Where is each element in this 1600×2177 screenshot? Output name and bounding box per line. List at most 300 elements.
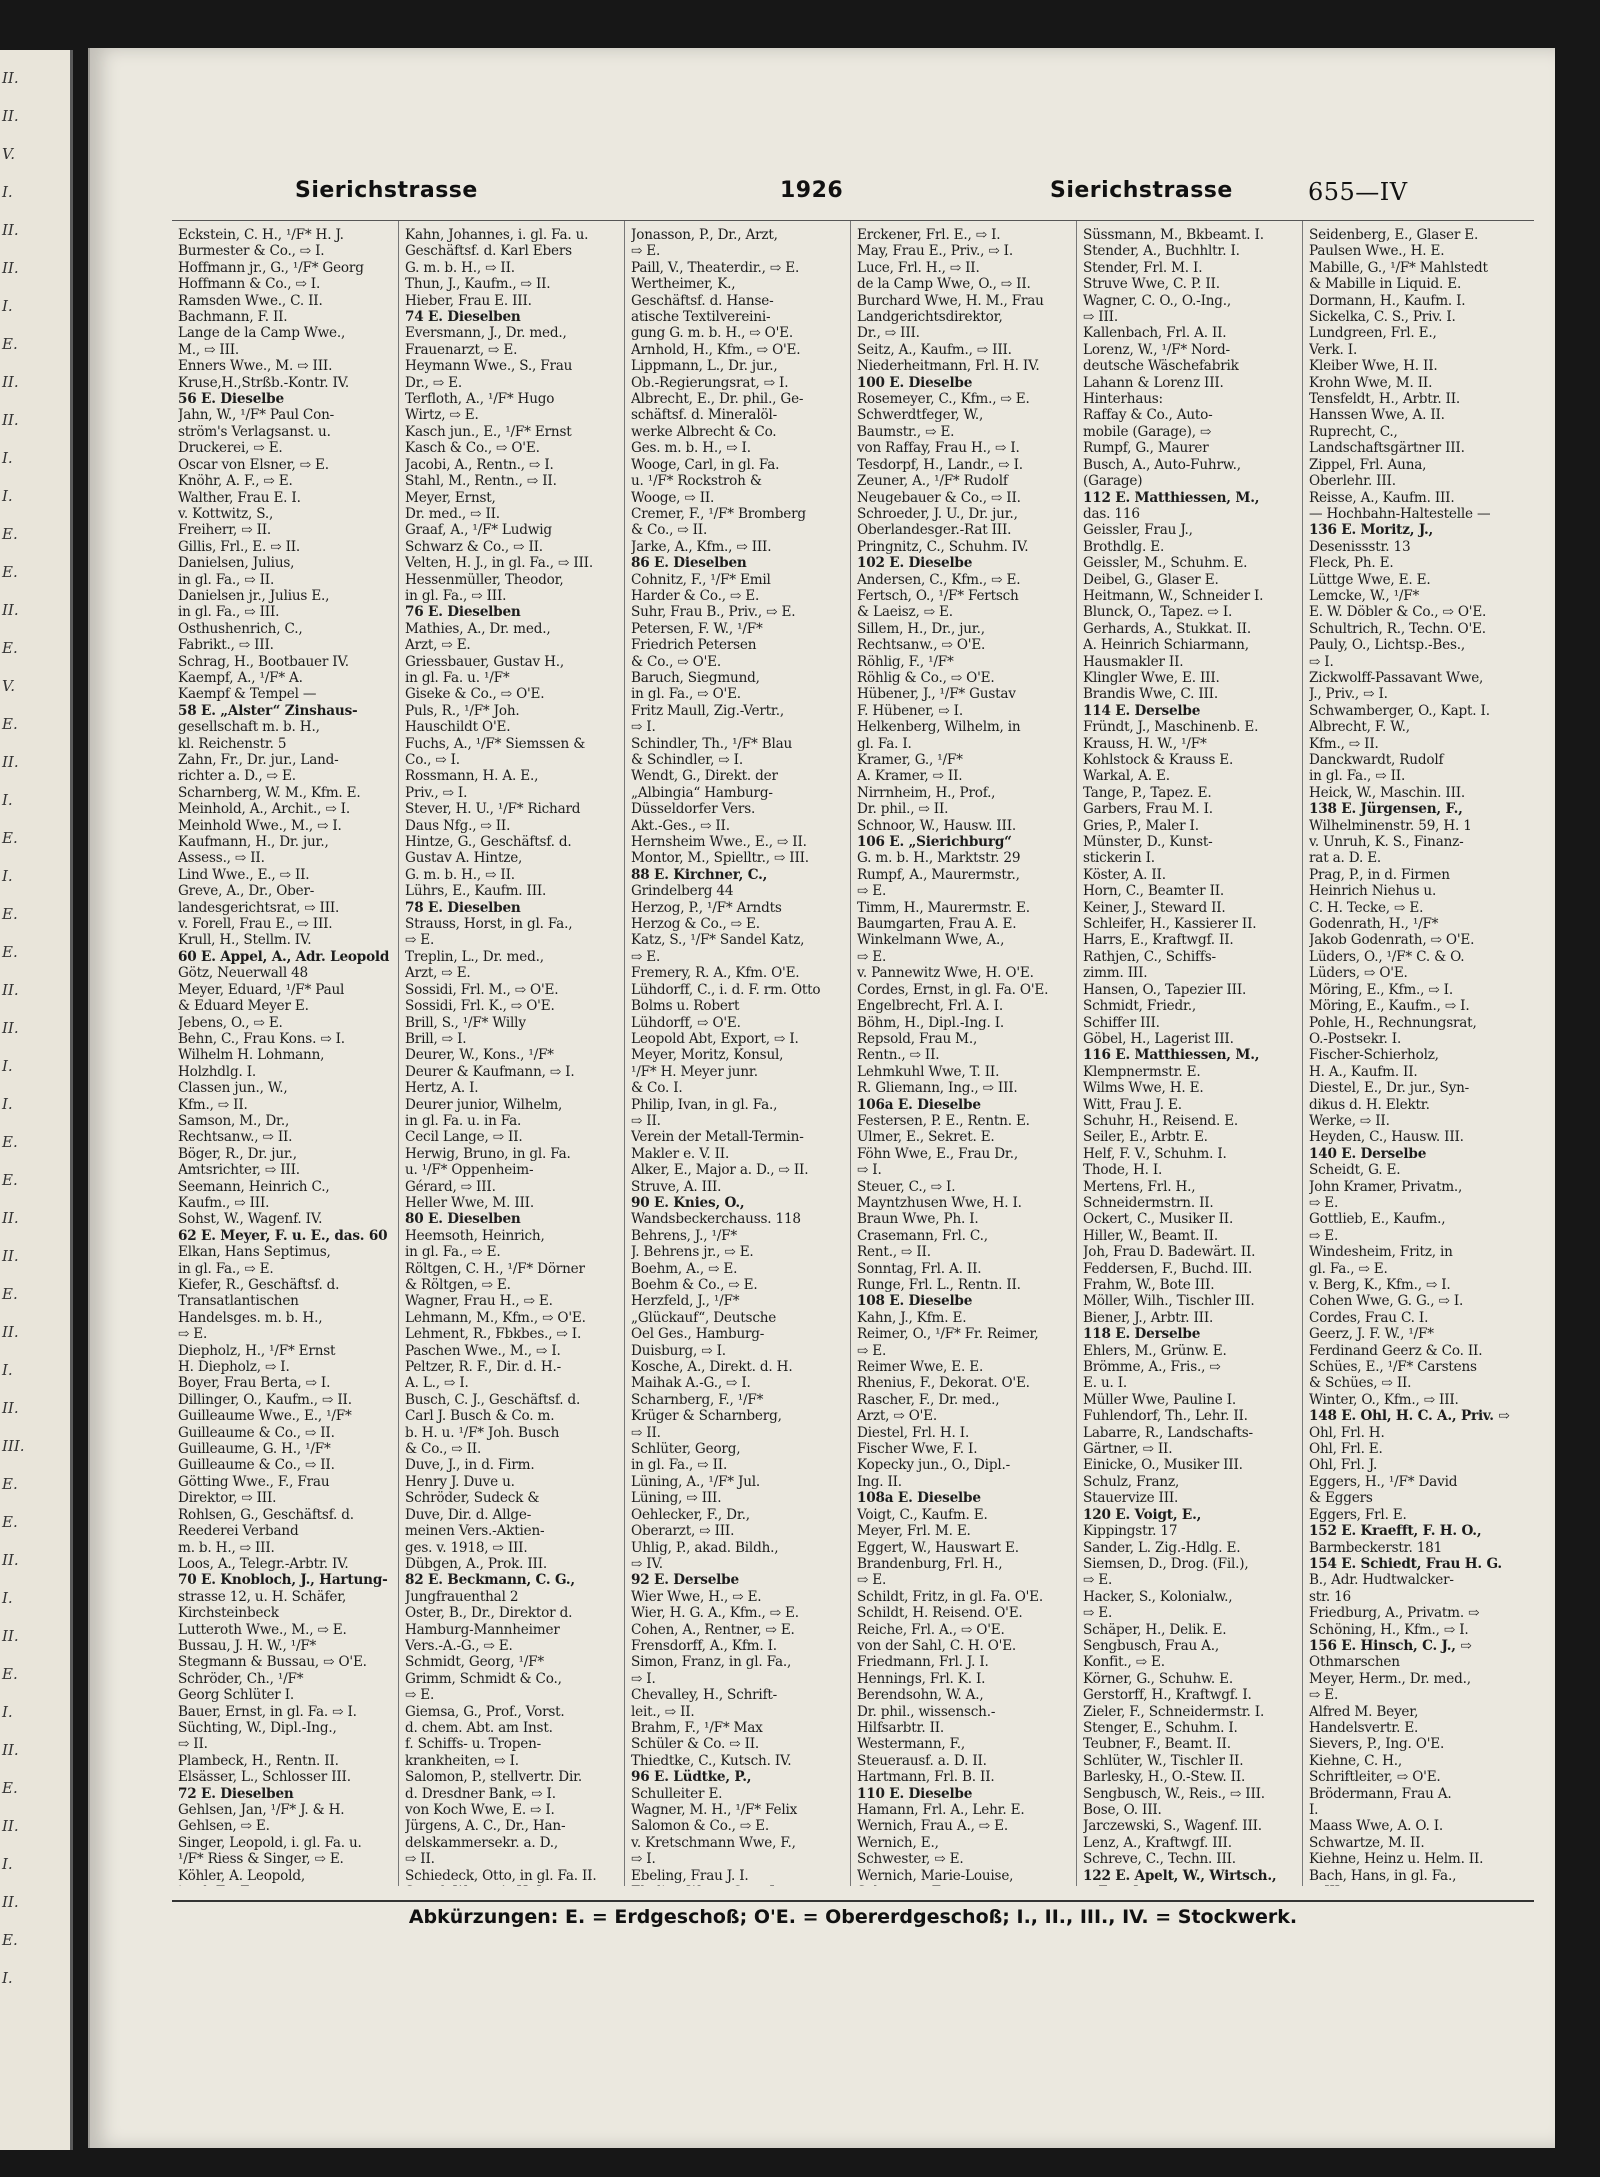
house-number-heading: 114 E. Derselbe xyxy=(1083,702,1201,719)
directory-entry: ⇨ E. xyxy=(178,1326,208,1343)
directory-entry: Frensdorff, A., Kfm. I. xyxy=(631,1637,777,1654)
directory-entry: Fabrikt., ⇨ III. xyxy=(178,637,274,654)
directory-entry: R. Gliemann, Ing., ⇨ III. xyxy=(857,1080,1018,1097)
directory-entry: B., Adr. Hudtwalcker- xyxy=(1309,1572,1454,1589)
house-number-heading: 82 E. Beckmann, C. G., xyxy=(405,1572,575,1589)
left-page-edge xyxy=(0,50,73,2150)
house-number-heading: 108 E. Dieselbe xyxy=(857,1293,973,1310)
directory-entry: Schmidt, Friedr., xyxy=(1083,998,1196,1015)
directory-entry: Meyer, Frl. M. E. xyxy=(857,1523,971,1540)
directory-entry: Jonasson, P., Dr., Arzt, xyxy=(631,227,778,243)
house-number-heading: 86 E. Dieselben xyxy=(631,555,747,572)
directory-entry: Greve, A., Dr., Ober- xyxy=(178,883,315,900)
directory-entry: von Koch Wwe, E. ⇨ I. xyxy=(405,1802,555,1818)
directory-entry: Lippmann, L., Dr. jur., xyxy=(631,358,778,375)
directory-entry: Ebeling, Frau J. I. xyxy=(631,1867,749,1884)
directory-entry: Hamann, Frl. A., Lehr. E. xyxy=(857,1802,1025,1818)
left-page-margin-letter: E. xyxy=(2,943,18,961)
directory-entry: Sonntag, Frl. A. II. xyxy=(857,1260,982,1277)
directory-column-3 xyxy=(624,221,850,1886)
directory-entry: Arzt, ⇨ E. xyxy=(405,637,471,654)
directory-entry: ⇨ E. xyxy=(857,1342,887,1359)
directory-entry: Salomon & Co., ⇨ E. xyxy=(631,1818,769,1835)
left-page-margin-letter: II. xyxy=(2,107,19,125)
directory-entry: Friedmann, Frl. J. I. xyxy=(857,1654,989,1671)
directory-entry: Wilhelminenstr. 59, H. 1 xyxy=(1309,817,1472,834)
directory-entry: Walther, Frau E. I. xyxy=(178,489,301,506)
left-page-margin-letter: V. xyxy=(2,145,15,163)
directory-entry: Danielsen jr., Julius E., xyxy=(178,587,330,604)
directory-entry: Burchard Wwe, H. M., Frau xyxy=(857,292,1044,309)
directory-entry: Dr., ⇨ E. xyxy=(405,374,463,391)
directory-page xyxy=(88,48,1555,2148)
house-number-heading: 78 E. Dieselben xyxy=(405,899,521,916)
directory-entry: Thun, J., Kaufm., ⇨ II. xyxy=(405,276,551,293)
left-page-margin-letter: E. xyxy=(2,335,18,353)
directory-entry: Scharnberg, F., ¹/F* xyxy=(631,1391,764,1408)
directory-entry: von der Sahl, C. H. O'E. xyxy=(857,1637,1017,1654)
directory-entry: Meyer, Herm., Dr. med., xyxy=(1309,1670,1471,1687)
directory-entry: Kramer, G., ¹/F* xyxy=(857,752,963,768)
directory-entry: Velten, H. J., in gl. Fa., ⇨ III. xyxy=(405,555,593,572)
directory-entry: Steuer, C., ⇨ I. xyxy=(857,1178,956,1195)
directory-entry: John Kramer, Privatm., xyxy=(1309,1178,1463,1195)
house-number-heading: 88 E. Kirchner, C., xyxy=(631,866,768,883)
house-number-heading: 62 E. Meyer, F. u. E., das. 60 xyxy=(178,1227,388,1244)
directory-entry: Mathies, A., Dr. med., xyxy=(405,620,551,637)
directory-entry: Diestel, E., Dr. jur., Syn- xyxy=(1309,1080,1470,1097)
directory-entry: Dillinger, O., Kaufm., ⇨ II. xyxy=(178,1391,352,1408)
directory-entry: Erckener, Frl. E., ⇨ I. xyxy=(857,227,1001,243)
directory-entry: Meyer, Moritz, Konsul, xyxy=(631,1047,784,1064)
left-page-margin-letter: E. xyxy=(2,1779,18,1797)
directory-entry: Ing. II. xyxy=(857,1473,902,1490)
left-page-margin-letter: E. xyxy=(2,1513,18,1531)
page-header xyxy=(90,178,1555,214)
directory-entry: Simon, Franz, in gl. Fa., xyxy=(631,1654,792,1671)
directory-entry: Rathjen, C., Schiffs- xyxy=(1083,948,1216,965)
directory-entry xyxy=(631,1884,845,1886)
left-page-margin-letter: I. xyxy=(2,1855,13,1873)
left-page-margin-letter: E. xyxy=(2,715,18,733)
directory-entry: Barlesky, H., O.-Stew. II. xyxy=(1083,1769,1246,1786)
house-number-heading: 60 E. Appel, A., Adr. Leopold xyxy=(178,948,390,965)
directory-entry: Reederei Verband xyxy=(178,1523,299,1540)
directory-entry: Schmidt, Georg, ¹/F* xyxy=(405,1654,544,1671)
directory-entry: Deurer & Kaufmann, ⇨ I. xyxy=(405,1063,575,1080)
left-page-margin-letter: II. xyxy=(2,373,19,391)
directory-entry: A. L., ⇨ I. xyxy=(405,1375,469,1392)
left-page-margin-letter: II. xyxy=(2,1019,19,1037)
directory-entry: Montor, M., Spielltr., ⇨ III. xyxy=(631,850,809,867)
directory-entry: Winkelmann Wwe, A., xyxy=(857,932,1005,949)
directory-entry: Schwester, ⇨ E. xyxy=(857,1851,964,1868)
directory-entry: Zippel, Frl. Auna, xyxy=(1309,456,1427,473)
directory-entry: Raffay & Co., Auto- xyxy=(1083,407,1213,424)
left-page-margin-letter: E. xyxy=(2,905,18,923)
directory-entry: Mertens, Frl. H., xyxy=(1083,1178,1196,1195)
directory-entry: Dr. med., ⇨ II. xyxy=(405,505,500,522)
directory-entry: Stender, A., Buchhltr. I. xyxy=(1083,243,1240,260)
directory-entry: Schulleiter E. xyxy=(631,1785,723,1802)
directory-entry: de la Camp Wwe, O., ⇨ II. xyxy=(857,276,1031,293)
directory-entry: ⇨ II. xyxy=(178,1736,208,1753)
directory-entry: Cordes, Ernst, in gl. Fa. O'E. xyxy=(857,981,1049,998)
directory-entry: Helkenberg, Wilhelm, in xyxy=(857,719,1021,736)
directory-entry: deutsche Wäschefabrik xyxy=(1083,358,1239,375)
directory-entry: Kohlstock & Krauss E. xyxy=(1083,752,1234,768)
directory-columns xyxy=(172,220,1534,1886)
directory-entry: Stegmann & Bussau, ⇨ O'E. xyxy=(178,1654,367,1671)
directory-entry: Thode, H. I. xyxy=(1083,1162,1163,1179)
directory-entry: Repsold, Frau M., xyxy=(857,1030,978,1047)
directory-entry: Oehlecker, F., Dr., xyxy=(631,1506,750,1523)
directory-entry: Andersen, C., Kfm., ⇨ E. xyxy=(857,571,1021,588)
directory-entry: Enners Wwe., M. ⇨ III. xyxy=(178,358,333,375)
directory-entry: Sossidi, Frl. K., ⇨ O'E. xyxy=(405,998,555,1015)
directory-entry: Seemann, Heinrich C., xyxy=(178,1178,330,1195)
directory-entry: Oberlehr. III. xyxy=(1309,473,1396,490)
directory-entry: ⇨ E. xyxy=(1083,1572,1113,1589)
directory-entry: Röltgen, C. H., ¹/F* Dörner xyxy=(405,1260,585,1277)
directory-entry: atische Textilvereini- xyxy=(631,309,771,326)
directory-entry: Gehlsen, Jan, ¹/F* J. & H. xyxy=(178,1802,345,1818)
directory-entry: Möring, E., Kaufm., ⇨ I. xyxy=(1309,998,1470,1015)
directory-entry: v. Forell, Frau E., ⇨ III. xyxy=(178,916,333,933)
directory-entry xyxy=(178,1884,393,1886)
left-page-margin-letter: II. xyxy=(2,1741,19,1759)
directory-entry: Sander, L. Zig.-Hdlg. E. xyxy=(1083,1539,1241,1556)
left-page-margin-letter: II. xyxy=(2,1247,19,1265)
directory-entry: J. Behrens jr., ⇨ E. xyxy=(631,1244,754,1261)
directory-entry: Bolms u. Robert xyxy=(631,998,740,1015)
directory-entry: Suhr, Frau B., Priv., ⇨ E. xyxy=(631,604,796,621)
directory-entry: Blunck, O., Tapez. ⇨ I. xyxy=(1083,604,1233,621)
directory-entry: Schnoor, W., Hausw. III. xyxy=(857,817,1016,834)
directory-entry: Meyer, Eduard, ¹/F* Paul xyxy=(178,981,345,998)
directory-entry: Brödermann, Frau A. xyxy=(1309,1785,1452,1802)
directory-entry: ⇨ E. xyxy=(1083,1605,1113,1622)
directory-entry: Geschäftsf. d. Karl Ebers xyxy=(405,243,572,260)
directory-entry: Diepholz, H., ¹/F* Ernst xyxy=(178,1342,336,1359)
directory-entry: Konfit., ⇨ E. xyxy=(1083,1654,1165,1671)
directory-entry: Hoffmann jr., G., ¹/F* Georg xyxy=(178,259,364,276)
directory-entry: Berendsohn, W. A., xyxy=(857,1687,984,1704)
directory-entry: Sossidi, Frl. M., ⇨ O'E. xyxy=(405,981,559,998)
directory-entry: Pohle, H., Rechnungsrat, xyxy=(1309,1014,1477,1031)
directory-entry: ⇨ I. xyxy=(1309,653,1334,670)
directory-entry: Herzfeld, J., ¹/F* xyxy=(631,1293,740,1310)
directory-entry: E. W. Döbler & Co., ⇨ O'E. xyxy=(1309,604,1487,621)
directory-entry: Grimm, Schmidt & Co., xyxy=(405,1670,562,1687)
directory-entry: Pringnitz, C., Schuhm. IV. xyxy=(857,538,1029,555)
directory-entry: ¹/F* Riess & Singer, ⇨ E. xyxy=(178,1851,344,1868)
directory-entry: Guilleaume & Co., ⇨ II. xyxy=(178,1457,335,1474)
directory-entry: Holzhdlg. I. xyxy=(178,1063,256,1080)
directory-entry: Grindelberg 44 xyxy=(631,883,734,900)
directory-entry: Struve Wwe, C. P. II. xyxy=(1083,276,1220,293)
directory-entry: Landschaftsgärtner III. xyxy=(1309,440,1465,457)
house-number-heading: 100 E. Dieselbe xyxy=(857,374,973,391)
left-page-margin-letter: II. xyxy=(2,221,19,239)
directory-entry: Jahn, W., ¹/F* Paul Con- xyxy=(178,407,335,424)
directory-entry: G. m. b. H., ⇨ II. xyxy=(405,866,515,883)
directory-column-4 xyxy=(850,221,1076,1886)
house-number-heading: 152 E. Kraefft, F. H. O., xyxy=(1309,1523,1482,1540)
directory-entry: „Glückauf“, Deutsche xyxy=(631,1309,777,1326)
directory-entry: Transatlantischen xyxy=(178,1293,299,1310)
directory-entry: Hintze, G., Geschäftsf. d. xyxy=(405,834,572,851)
directory-entry: Schröder, Ch., ¹/F* xyxy=(178,1670,304,1687)
directory-entry: Hansen, O., Tapezier III. xyxy=(1083,981,1247,998)
directory-entry: Bussau, J. H. W., ¹/F* xyxy=(178,1637,317,1654)
directory-entry: Prag, P., in d. Firmen xyxy=(1309,866,1450,883)
running-title-left: Sierichstrasse xyxy=(295,178,478,203)
directory-entry: Ulmer, E., Sekret. E. xyxy=(857,1129,995,1146)
directory-entry: Jungfrauenthal 2 xyxy=(405,1588,519,1605)
directory-entry: Harder & Co., ⇨ E. xyxy=(631,587,760,604)
house-number-heading: 118 E. Derselbe xyxy=(1083,1326,1201,1343)
directory-entry: Duve, J., in d. Firm. xyxy=(405,1457,535,1474)
directory-entry: G. m. b. H., Marktstr. 29 xyxy=(857,850,1021,867)
directory-entry: Kahn, Johannes, i. gl. Fa. u. xyxy=(405,227,589,243)
directory-entry: Cohen Wwe, G. G., ⇨ I. xyxy=(1309,1293,1464,1310)
directory-entry: Albrecht, E., Dr. phil., Ge- xyxy=(631,391,804,408)
directory-entry: Eggers, H., ¹/F* David xyxy=(1309,1473,1458,1490)
directory-entry: Wandsbeckerchauss. 118 xyxy=(631,1211,801,1228)
directory-entry: Schneidermstrn. II. xyxy=(1083,1194,1214,1211)
directory-entry: — Hochbahn-Haltestelle — xyxy=(1309,505,1491,522)
directory-entry: H. A., Kaufm. II. xyxy=(1309,1063,1418,1080)
directory-entry: Duisburg, ⇨ I. xyxy=(631,1342,726,1359)
house-number-heading: 154 E. Schiedt, Frau H. G. xyxy=(1309,1555,1502,1572)
directory-entry: d. chem. Abt. am Inst. xyxy=(405,1719,553,1736)
directory-entry: Treplin, L., Dr. med., xyxy=(405,948,544,965)
directory-entry: Wagner, M. H., ¹/F* Felix xyxy=(631,1802,798,1818)
directory-entry: Garbers, Frau M. I. xyxy=(1083,801,1213,818)
directory-entry: Schindler, Th., ¹/F* Blau xyxy=(631,735,793,752)
directory-entry: Herzog, P., ¹/F* Arndts xyxy=(631,899,782,916)
directory-entry: Lutteroth Wwe., M., ⇨ E. xyxy=(178,1621,347,1638)
left-page-margin-letter: E. xyxy=(2,1665,18,1683)
directory-entry: ⇨ E. xyxy=(1309,1687,1339,1704)
house-number-heading: 76 E. Dieselben xyxy=(405,604,521,621)
directory-entry: O.-Postsekr. I. xyxy=(1309,1030,1402,1047)
directory-entry: str. 16 xyxy=(1309,1588,1351,1605)
directory-entry: Kaempf & Tempel — xyxy=(178,686,317,703)
directory-entry: Tange, P., Tapez. E. xyxy=(1083,784,1212,801)
directory-entry xyxy=(1309,1884,1523,1886)
directory-entry: Lüders, O., ¹/F* C. & O. xyxy=(1309,948,1465,965)
directory-entry: Engelbrecht, Frl. A. I. xyxy=(857,998,1003,1015)
directory-entry: Körner, G., Schuhw. E. xyxy=(1083,1670,1233,1687)
left-page-margin-letter: E. xyxy=(2,563,18,581)
directory-entry: Philip, Ivan, in gl. Fa., xyxy=(631,1096,778,1113)
directory-entry: ⇨ E. xyxy=(1309,1227,1339,1244)
directory-entry: Kiehne, C. H., xyxy=(1309,1752,1402,1769)
directory-entry: Sengbusch, Frau A., xyxy=(1083,1637,1220,1654)
directory-entry: Feddersen, F., Buchd. III. xyxy=(1083,1260,1253,1277)
directory-entry: Alker, E., Major a. D., ⇨ II. xyxy=(631,1162,809,1179)
house-number-heading: 74 E. Dieselben xyxy=(405,309,521,326)
directory-entry: Diestel, Frl. H. I. xyxy=(857,1424,970,1441)
directory-entry: Oscar von Elsner, ⇨ E. xyxy=(178,456,329,473)
directory-entry: Braun Wwe, Ph. I. xyxy=(857,1211,979,1228)
directory-entry: Kaufmann, H., Dr. jur., xyxy=(178,834,329,851)
directory-entry: & Schindler, ⇨ I. xyxy=(631,752,743,768)
directory-entry: H. Diepholz, ⇨ I. xyxy=(178,1359,290,1376)
directory-entry: Stauervize III. xyxy=(1083,1490,1179,1507)
directory-entry: Seiler, E., Arbtr. E. xyxy=(1083,1129,1208,1146)
directory-entry: Paschen Wwe., M., ⇨ I. xyxy=(405,1342,561,1359)
left-page-margin-letter: I. xyxy=(2,1057,13,1075)
directory-entry: Wier Wwe, H., ⇨ E. xyxy=(631,1588,762,1605)
directory-entry: Geissler, M., Schuhm. E. xyxy=(1083,555,1248,572)
directory-entry: Guilleaume & Co., ⇨ II. xyxy=(178,1424,335,1441)
directory-entry: Ferdinand Geerz & Co. II. xyxy=(1309,1342,1483,1359)
directory-entry: Lührs, E., Kaufm. III. xyxy=(405,883,547,900)
directory-entry: Lehmann, M., Kfm., ⇨ O'E. xyxy=(405,1309,586,1326)
directory-entry: Brill, ⇨ I. xyxy=(405,1030,467,1047)
directory-entry: Guilleaume, G. H., ¹/F* xyxy=(178,1441,331,1458)
directory-entry: Busch, A., Auto-Fuhrw., xyxy=(1083,456,1241,473)
directory-entry: Bose, O. III. xyxy=(1083,1802,1162,1818)
directory-entry: Stever, H. U., ¹/F* Richard xyxy=(405,801,581,818)
directory-entry: Cohnitz, F., ¹/F* Emil xyxy=(631,571,771,588)
directory-entry: Frahm, W., Bote III. xyxy=(1083,1277,1215,1293)
directory-entry: Kiefer, R., Geschäftsf. d. xyxy=(178,1277,340,1293)
directory-entry: Bachmann, F. II. xyxy=(178,309,288,326)
house-number-heading: 156 E. Hinsch, C. J., ⇨ xyxy=(1309,1637,1472,1654)
directory-entry: ⇨ II. xyxy=(405,1851,435,1868)
directory-entry: Wernich, E., xyxy=(857,1834,939,1851)
directory-entry: Oberarzt, ⇨ III. xyxy=(631,1523,735,1540)
directory-entry: Geerz, J. F. W., ¹/F* xyxy=(1309,1326,1434,1343)
directory-entry: Geissler, Frau J., xyxy=(1083,522,1193,539)
directory-entry: Röhlig & Co., ⇨ O'E. xyxy=(857,669,995,686)
directory-entry: Petersen, F. W., ¹/F* xyxy=(631,620,763,637)
directory-entry: G. m. b. H., ⇨ II. xyxy=(405,259,515,276)
directory-entry: Henry J. Duve u. xyxy=(405,1473,515,1490)
directory-entry: Ob.-Regierungsrat, ⇨ I. xyxy=(631,374,789,391)
directory-entry: Co., ⇨ I. xyxy=(405,752,460,768)
directory-entry: Wernich, Frau A., ⇨ E. xyxy=(857,1818,1008,1835)
directory-entry: Labarre, R., Landschafts- xyxy=(1083,1424,1253,1441)
directory-entry: Handelsges. m. b. H., xyxy=(178,1309,323,1326)
directory-entry: Einicke, O., Musiker III. xyxy=(1083,1457,1243,1474)
directory-entry: Rumpf, A., Maurermstr., xyxy=(857,866,1020,883)
directory-entry: Frauenarzt, ⇨ E. xyxy=(405,341,518,358)
left-page-margin-letter: II. xyxy=(2,601,19,619)
directory-entry: Teubner, F., Beamt. II. xyxy=(1083,1736,1231,1753)
directory-entry: kl. Reichenstr. 5 xyxy=(178,735,287,752)
abbreviations-footer: Abkürzungen: E. = Erdgeschoß; O'E. = Obererdgeschoß; I., II., III., IV. = Stockwerk. xyxy=(172,1900,1534,1932)
directory-entry: Schiffer III. xyxy=(1083,1014,1160,1031)
directory-entry: Winter, O., Kfm., ⇨ III. xyxy=(1309,1391,1459,1408)
directory-entry: in gl. Fa. u. in Fa. xyxy=(405,1112,522,1129)
directory-entry: Lahann & Lorenz III. xyxy=(1083,374,1224,391)
directory-entry: v. Berg, K., Kfm., ⇨ I. xyxy=(1309,1277,1451,1293)
directory-entry: Peltzer, R. F., Dir. d. H.- xyxy=(405,1359,562,1376)
directory-entry: Arzt, ⇨ E. xyxy=(405,965,471,982)
house-number-heading: 80 E. Dieselben xyxy=(405,1211,521,1228)
directory-entry: Wier, H. G. A., Kfm., ⇨ E. xyxy=(631,1605,799,1622)
directory-entry: Schleifer, H., Kassierer II. xyxy=(1083,916,1257,933)
left-page-margin-letter: I. xyxy=(2,297,13,315)
directory-entry: Jürgens, A. C., Dr., Han- xyxy=(405,1818,566,1835)
directory-entry: Sohst, W., Wagenf. IV. xyxy=(178,1211,323,1228)
directory-entry: Jarke, A., Kfm., ⇨ III. xyxy=(631,538,772,555)
directory-entry: Heymann Wwe., S., Frau xyxy=(405,358,573,375)
directory-entry: Lüning, ⇨ III. xyxy=(631,1490,722,1507)
house-number-heading: 140 E. Derselbe xyxy=(1309,1145,1427,1162)
directory-entry: werke Albrecht & Co. xyxy=(631,423,777,440)
left-page-margin-letter: II. xyxy=(2,1627,19,1645)
house-number-heading: 122 E. Apelt, W., Wirtsch., xyxy=(1083,1867,1277,1884)
directory-entry: Brandis Wwe, C. III. xyxy=(1083,686,1218,703)
directory-entry: Fleck, Ph. E. xyxy=(1309,555,1394,572)
directory-entry: Dr., ⇨ III. xyxy=(857,325,920,342)
directory-entry: Lüders, ⇨ O'E. xyxy=(1309,965,1408,982)
directory-entry: Lühdorff, ⇨ O'E. xyxy=(631,1014,741,1031)
directory-entry: Wendt, G., Direkt. der xyxy=(631,768,778,785)
directory-entry: Seidenberg, E., Glaser E. xyxy=(1309,227,1479,243)
directory-entry: Festersen, P. E., Rentn. E. xyxy=(857,1112,1030,1129)
directory-entry: Horn, C., Beamter II. xyxy=(1083,883,1225,900)
directory-entry: Klempnermstr. E. xyxy=(1083,1063,1201,1080)
directory-entry: A. Kramer, ⇨ II. xyxy=(857,768,963,785)
directory-entry: & Co. I. xyxy=(631,1080,683,1097)
directory-entry: Tensfeldt, H., Arbtr. II. xyxy=(1309,391,1461,408)
directory-entry: Süssmann, M., Bkbeamt. I. xyxy=(1083,227,1264,243)
directory-entry: Hessenmüller, Theodor, xyxy=(405,571,564,588)
directory-entry: Hübener, J., ¹/F* Gustav xyxy=(857,686,1016,703)
house-number-heading: 116 E. Matthiessen, M., xyxy=(1083,1047,1260,1064)
directory-entry: Classen jun., W., xyxy=(178,1080,288,1097)
directory-entry: Desenissstr. 13 xyxy=(1309,538,1411,555)
directory-entry: Sievers, P., Ing. O'E. xyxy=(1309,1736,1445,1753)
directory-entry: Kippingstr. 17 xyxy=(1083,1523,1178,1540)
directory-entry: Singer, Leopold, i. gl. Fa. u. xyxy=(178,1834,362,1851)
directory-entry: Lüttge Wwe, E. E. xyxy=(1309,571,1431,588)
directory-entry: Gries, P., Maler I. xyxy=(1083,817,1199,834)
directory-entry: Lüning, A., ¹/F* Jul. xyxy=(631,1473,761,1490)
directory-entry: dikus d. H. Elektr. xyxy=(1309,1096,1430,1113)
directory-entry: Kasch & Co., ⇨ O'E. xyxy=(405,440,540,457)
directory-entry: (Garage) xyxy=(1083,473,1143,490)
directory-entry: Kfm., ⇨ II. xyxy=(1309,735,1379,752)
directory-entry: Wooge, ⇨ II. xyxy=(631,489,715,506)
directory-entry: Schlüter, Georg, xyxy=(631,1441,741,1458)
directory-entry: Chevalley, H., Schrift- xyxy=(631,1687,778,1704)
directory-entry: Windesheim, Fritz, in xyxy=(1309,1244,1453,1261)
directory-entry: Struve, A. III. xyxy=(631,1178,722,1195)
directory-entry: Lühdorff, C., i. d. F. rm. Otto xyxy=(631,981,821,998)
directory-entry: Schuhr, H., Reisend. E. xyxy=(1083,1112,1239,1129)
directory-entry: Fritz Maull, Zig.-Vertr., xyxy=(631,702,784,719)
directory-entry: Steuerausf. a. D. II. xyxy=(857,1752,987,1769)
directory-entry: Luce, Frl. H., ⇨ II. xyxy=(857,259,980,276)
directory-entry: Münster, D., Kunst- xyxy=(1083,834,1213,851)
directory-entry: das. 116 xyxy=(1083,505,1140,522)
directory-entry: Warkal, A. E. xyxy=(1083,768,1170,785)
directory-entry: ⇨ I. xyxy=(631,719,656,736)
directory-entry: Rentn., ⇨ II. xyxy=(857,1047,940,1064)
house-number-heading: 56 E. Dieselbe xyxy=(178,391,284,408)
directory-entry: Landgerichtsdirektor, xyxy=(857,309,1003,326)
directory-entry: Wirtz, ⇨ E. xyxy=(405,407,479,424)
directory-entry: Schwamberger, O., Kapt. I. xyxy=(1309,702,1490,719)
